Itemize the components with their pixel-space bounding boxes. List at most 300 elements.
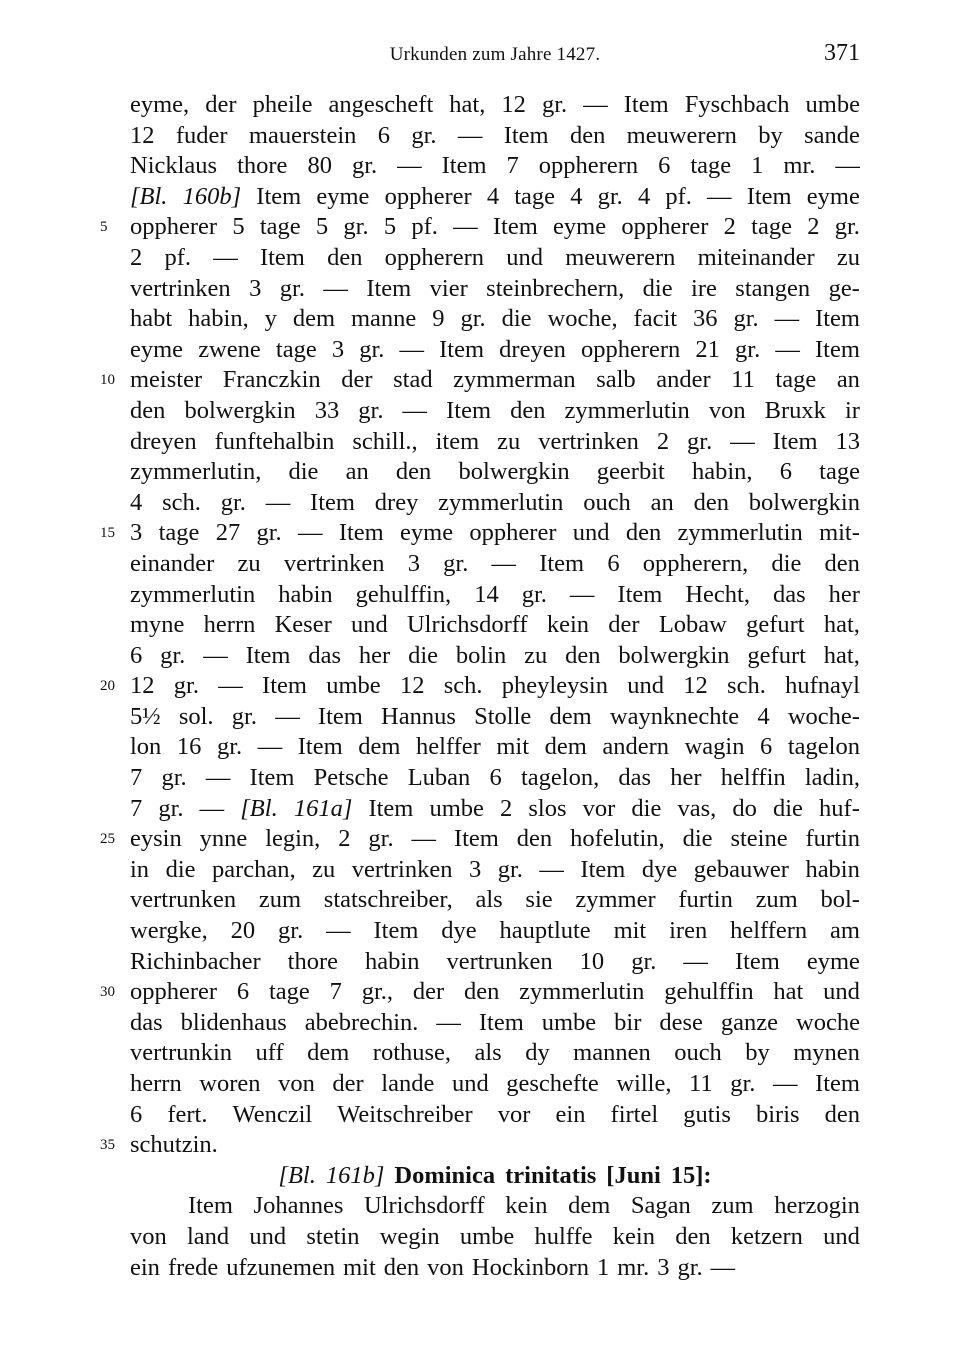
word: 12: [683, 672, 708, 700]
word: dem: [568, 1192, 611, 1220]
word: den: [516, 825, 553, 853]
word: Keser: [274, 611, 332, 639]
word: thore: [237, 152, 288, 180]
word: habt: [130, 305, 173, 333]
word: Fyschbach: [684, 91, 790, 118]
text-line: [130, 824, 860, 855]
text-line: [130, 243, 860, 274]
word: und: [451, 1070, 489, 1097]
word: Item: [262, 672, 307, 700]
word: das: [308, 641, 342, 669]
word: zymmerlutin: [564, 396, 690, 424]
word: gefurt: [747, 641, 806, 669]
word: Richinbacher: [130, 947, 261, 975]
word: die: [408, 641, 438, 669]
word: —: [710, 1253, 736, 1281]
word: sch.: [727, 672, 766, 700]
word: 6: [607, 549, 620, 577]
word: parchan,: [212, 855, 296, 883]
word: an: [650, 488, 674, 516]
word: eyme: [316, 182, 370, 210]
word: hat,: [823, 641, 860, 669]
word: huf-: [819, 794, 860, 822]
word: tage: [275, 335, 317, 363]
word: furtin: [678, 886, 733, 914]
word: gr.: [631, 947, 657, 975]
word: Item: [259, 243, 305, 271]
word: vertrunkin: [130, 1039, 233, 1067]
word: legin,: [265, 825, 321, 853]
word: wagin: [684, 733, 745, 761]
word: thore: [287, 947, 338, 975]
word: ganze: [720, 1008, 779, 1036]
word: 2: [500, 794, 513, 822]
word: funftehalbin: [214, 427, 335, 455]
word: angescheft: [328, 91, 434, 118]
word: pheile: [252, 91, 313, 118]
word: Item: [245, 641, 291, 669]
word: zymmer: [575, 886, 656, 914]
word: trinitatis: [505, 1161, 597, 1189]
word: Stolle: [474, 702, 532, 730]
text-line: [130, 641, 860, 672]
word: —: [257, 733, 283, 761]
word: oppherern: [384, 243, 484, 271]
word: hat: [773, 978, 804, 1006]
word: von: [130, 1222, 167, 1250]
word: woche-: [787, 702, 860, 730]
word: item: [435, 427, 480, 455]
word: oppherer: [384, 182, 472, 210]
word: 2: [807, 213, 820, 241]
word: tage: [690, 152, 732, 180]
word: und: [350, 611, 388, 639]
word: kein: [505, 1192, 548, 1220]
word: den: [565, 641, 601, 669]
text-line: [130, 855, 860, 886]
word: zu: [237, 549, 261, 577]
text-line: [130, 549, 860, 580]
word: ein: [130, 1253, 160, 1281]
word: 161b]: [325, 1161, 385, 1189]
word: gr.: [677, 1253, 703, 1281]
word: am: [830, 917, 860, 945]
text-line: [130, 1130, 860, 1161]
text-line: [130, 274, 860, 305]
word: dye: [441, 917, 477, 945]
word: meister: [130, 366, 203, 394]
word: woche: [796, 1008, 860, 1036]
word: Item: [814, 335, 860, 363]
text-line: [130, 488, 860, 519]
word: rothuse,: [372, 1039, 452, 1067]
word: —: [583, 91, 608, 118]
word: 4: [637, 182, 651, 210]
word: zymmerlutin: [519, 978, 645, 1006]
word: wegin: [379, 1222, 440, 1250]
word: der: [332, 1070, 364, 1097]
word: gr.: [597, 182, 623, 210]
word: dem: [292, 305, 336, 333]
word: stad: [393, 366, 433, 394]
word: an: [836, 366, 860, 394]
word: die: [288, 458, 319, 486]
word: gr.,: [361, 978, 394, 1006]
word: mit: [613, 917, 647, 945]
word: gr.: [730, 1070, 756, 1097]
text-line: [130, 121, 860, 152]
word: 4: [757, 702, 770, 730]
word: sande: [804, 121, 860, 149]
text-line: [130, 885, 860, 916]
word: Item: [580, 855, 626, 883]
word: 14: [474, 580, 499, 608]
word: firtel: [610, 1100, 659, 1128]
text-line: [130, 1161, 860, 1192]
word: gr.: [733, 305, 759, 333]
word: gefurt: [746, 611, 805, 639]
word: 33: [314, 396, 340, 424]
word: gr.: [521, 580, 547, 608]
word: furtin: [805, 825, 860, 853]
word: sch.: [443, 672, 483, 700]
word: frede: [167, 1253, 219, 1281]
word: gr.: [351, 152, 378, 180]
word: oppherer: [130, 978, 218, 1006]
text-line: [130, 396, 860, 427]
word: —: [275, 702, 300, 730]
word: eysin: [130, 825, 182, 853]
word: —: [683, 947, 708, 975]
word: 6: [130, 641, 143, 669]
word: ir: [844, 396, 860, 424]
word: mynen: [793, 1039, 860, 1067]
word: gr.: [411, 121, 437, 149]
word: vor: [582, 794, 616, 822]
word: die: [501, 305, 532, 333]
word: helffern: [730, 917, 808, 945]
word: —: [298, 519, 323, 547]
word: gebauwer: [693, 855, 789, 883]
word: als: [475, 886, 503, 914]
running-head: Urkunden zum Jahre 1427.: [389, 44, 601, 65]
word: —: [218, 672, 243, 700]
word: 4: [130, 488, 143, 516]
word: 5: [383, 213, 397, 241]
word: —: [457, 121, 483, 149]
word: umbe: [541, 1008, 597, 1036]
text-line: [130, 1069, 860, 1100]
word: tagelon,: [520, 764, 600, 792]
word: land: [186, 1222, 230, 1250]
word: Item: [492, 213, 538, 241]
word: dy: [525, 1039, 550, 1067]
word: Item: [734, 947, 780, 975]
word: Ulrichsdorff: [363, 1192, 485, 1220]
word: her: [670, 764, 702, 792]
word: dye: [641, 855, 678, 883]
word: —: [835, 152, 860, 180]
word: 2: [656, 427, 670, 455]
word: Wenczil: [232, 1100, 313, 1128]
word: 5: [315, 213, 329, 241]
word: schutzin.: [130, 1131, 218, 1159]
word: 7: [506, 152, 519, 180]
word: und: [572, 519, 610, 547]
word: bolwergkin: [458, 458, 570, 486]
word: mannen: [573, 1039, 651, 1067]
word: eyme: [400, 519, 454, 547]
word: fuder: [175, 121, 228, 149]
word: —: [397, 152, 422, 180]
word: Item: [249, 764, 295, 792]
word: Item: [373, 917, 419, 945]
word: oppherer: [621, 213, 709, 241]
word: Luban: [407, 764, 471, 792]
word: habin,: [691, 458, 753, 486]
text-line: [130, 365, 860, 396]
word: Item: [297, 733, 343, 761]
text-line: [130, 794, 860, 825]
word: —: [569, 580, 595, 608]
word: —: [436, 1008, 461, 1036]
word: —: [491, 549, 517, 577]
word: Lobaw: [658, 611, 727, 639]
body-text: [130, 90, 860, 1283]
word: manne: [351, 305, 417, 333]
word: 20: [230, 917, 256, 945]
word: 2: [723, 213, 736, 241]
word: 6: [377, 121, 390, 149]
margin-line-number: 10: [100, 372, 115, 389]
word: miteinander: [697, 243, 815, 271]
word: —: [411, 825, 437, 853]
word: y: [264, 305, 277, 333]
word: gr.: [160, 641, 186, 669]
word: der: [608, 611, 640, 639]
word: Item: [503, 121, 549, 149]
word: 10: [579, 947, 605, 975]
word: Item: [623, 91, 669, 118]
word: habin: [278, 580, 333, 608]
word: dem: [358, 733, 401, 761]
word: Item: [338, 519, 384, 547]
word: —: [402, 396, 428, 424]
word: den: [383, 1253, 420, 1281]
margin-line-number: 15: [100, 525, 115, 542]
text-line: [130, 763, 860, 794]
word: und: [506, 243, 543, 271]
word: gr.: [343, 213, 369, 241]
word: die: [682, 825, 713, 853]
word: 6: [130, 1100, 143, 1128]
word: umbe: [326, 672, 381, 700]
text-line: [130, 732, 860, 763]
word: Item: [453, 825, 499, 853]
word: 5½: [130, 702, 161, 730]
word: Item: [772, 427, 818, 455]
word: gr.: [161, 764, 187, 792]
text-line: [130, 90, 860, 121]
word: meuwerern: [626, 121, 737, 149]
word: Item: [256, 182, 302, 210]
word: eyme: [806, 947, 860, 975]
word: 7: [130, 794, 143, 822]
word: Item: [439, 335, 485, 363]
word: gr.: [735, 335, 761, 363]
margin-line-number: 5: [100, 219, 108, 236]
word: —: [205, 764, 231, 792]
word: habin,: [188, 305, 249, 333]
word: den: [569, 121, 606, 149]
word: salb: [596, 366, 636, 394]
word: Item: [617, 580, 663, 608]
word: umbe: [459, 1222, 515, 1250]
word: iren: [669, 917, 708, 945]
word: kein: [612, 1222, 655, 1250]
word: —: [399, 335, 425, 363]
word: gr.: [173, 672, 199, 700]
word: Hockinborn: [471, 1253, 589, 1281]
word: zu: [836, 243, 860, 271]
word: gutis: [683, 1100, 731, 1128]
word: den: [625, 519, 662, 547]
word: dem: [549, 702, 592, 730]
word: der: [205, 91, 237, 118]
word: mit: [343, 1253, 376, 1281]
word: lon: [130, 733, 162, 761]
word: waynknechte: [609, 702, 740, 730]
word: do: [732, 794, 757, 822]
word: gr.: [460, 305, 486, 333]
word: —: [453, 213, 478, 241]
text-line: [130, 671, 860, 702]
word: hat,: [449, 91, 486, 118]
word: helffin: [720, 764, 786, 792]
word: mauerstein: [248, 121, 357, 149]
word: von: [708, 396, 746, 424]
word: gr.: [834, 213, 860, 241]
word: Item: [188, 1192, 233, 1220]
word: tage: [775, 366, 817, 394]
word: als: [474, 1039, 502, 1067]
word: Item: [310, 488, 355, 516]
word: zwene: [198, 335, 261, 363]
word: gr.: [687, 427, 713, 455]
word: by: [758, 121, 783, 149]
word: bir: [614, 1008, 642, 1036]
word: herrn: [130, 1070, 182, 1097]
word: Weitschreiber: [337, 1100, 473, 1128]
word: gr.: [358, 396, 384, 424]
word: den: [824, 549, 860, 577]
text-line: [130, 427, 860, 458]
word: by: [745, 1039, 770, 1067]
word: dese: [659, 1008, 703, 1036]
margin-line-number: 35: [100, 1137, 115, 1154]
word: —: [774, 305, 800, 333]
word: her: [358, 641, 391, 669]
word: Franczkin: [222, 366, 321, 394]
word: Item: [815, 1070, 860, 1097]
word: den: [327, 243, 363, 271]
word: —: [265, 488, 291, 516]
word: —: [772, 1070, 798, 1097]
word: ein: [555, 1100, 586, 1128]
text-line: [130, 1100, 860, 1131]
word: uff: [255, 1039, 284, 1067]
text-line: [130, 1191, 860, 1222]
word: Nicklaus: [130, 152, 218, 180]
word: tage: [158, 519, 200, 547]
word: dreyen: [130, 427, 197, 455]
text-line: [130, 212, 860, 243]
word: 7: [329, 978, 342, 1006]
text-line: [130, 1222, 860, 1253]
word: pheyleysin: [501, 672, 608, 700]
word: [Bl.: [278, 1161, 316, 1189]
text-line: [130, 304, 860, 335]
word: —: [730, 427, 755, 455]
word: ge-: [828, 274, 860, 302]
word: einander: [130, 549, 215, 577]
word: Item: [815, 305, 860, 333]
word: gehulffin: [664, 978, 754, 1006]
word: an: [345, 458, 369, 486]
word: vertrinken: [130, 274, 231, 302]
word: zymmerlutin,: [130, 458, 262, 486]
word: das: [618, 764, 652, 792]
word: ouch: [583, 488, 631, 516]
text-line: [130, 1253, 860, 1284]
text-line: [130, 610, 860, 641]
word: tage: [514, 182, 556, 210]
word: zu: [497, 427, 521, 455]
margin-line-number: 25: [100, 831, 115, 848]
text-line: [130, 335, 860, 366]
word: den: [824, 1100, 860, 1128]
word: stetin: [306, 1222, 360, 1250]
word: —: [199, 794, 225, 822]
word: sch.: [162, 488, 201, 516]
word: bolin: [455, 641, 507, 669]
word: ladin,: [804, 764, 860, 792]
word: in: [130, 855, 150, 883]
word: biris: [755, 1100, 800, 1128]
word: mr.: [617, 1253, 650, 1281]
word: 4: [570, 182, 583, 210]
word: Item: [317, 702, 363, 730]
word: herzogin: [774, 1192, 860, 1220]
word: 1: [751, 152, 764, 180]
word: der: [341, 366, 373, 394]
word: Hannus: [381, 702, 456, 730]
word: mit: [496, 733, 530, 761]
word: vier: [429, 274, 468, 302]
word: vertrunken: [130, 886, 237, 914]
word: gr.: [158, 794, 184, 822]
word: 3: [331, 335, 345, 363]
page-number: 371: [824, 40, 860, 66]
word: die: [771, 549, 802, 577]
word: drey: [374, 488, 419, 516]
word: gr.: [278, 917, 304, 945]
word: 36: [693, 305, 718, 333]
word: 12: [501, 91, 526, 118]
word: helffer: [415, 733, 481, 761]
word: den: [510, 396, 546, 424]
word: 3: [249, 274, 262, 302]
